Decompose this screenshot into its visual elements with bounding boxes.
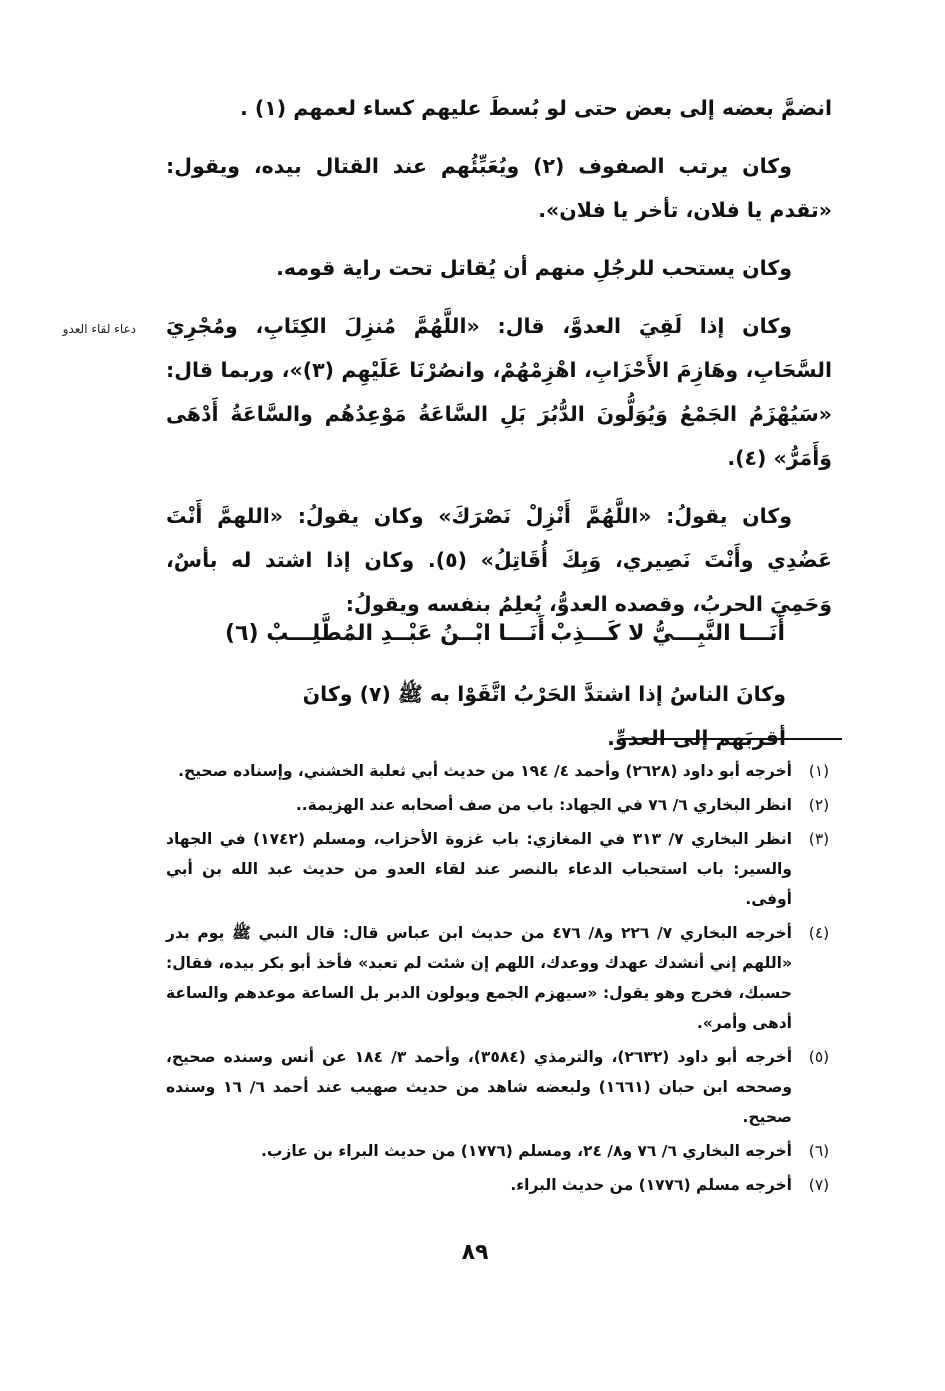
footnote (166, 790, 846, 820)
footnote (166, 1170, 846, 1200)
footnote-number: (٤) (808, 924, 830, 942)
footnote-number: (١) (808, 762, 830, 780)
page-number: ٨٩ (461, 1240, 489, 1265)
footnote (166, 756, 846, 786)
footnote-text: أخرجه أبو داود (٢٦٣٢)، والترمذي (٣٥٨٤)، وأحمد ٣/ ١٨٤ عن أنس وسنده صحيح، وصححه ابن حبان (١٦٦١) ولبعضه شاهد من حديث صهيب عند أحمد ٦/ ١٦ وسنده صحيح. (166, 1048, 793, 1126)
paragraph-3: وكان يستحب للرجُلِ منهم أن يُقاتل تحت راية قومه. (276, 256, 792, 280)
footnote-text: أخرجه أبو داود (٢٦٢٨) وأحمد ٤/ ١٩٤ من حديث أبي ثعلبة الخشني، وإسناده صحيح. (178, 762, 792, 780)
poem-hemistich-second: أَنَـــا ابْــنُ عَبْــدِ المُطَّلِـــبْ (٦) (225, 621, 546, 646)
footnote-number: (٥) (808, 1048, 830, 1066)
paragraph-2: وكان يرتب الصفوف (٢) ويُعَبِّئُهم عند القتال بيده، ويقول: «تقدم يا فلان، تأخر يا فلان». (166, 154, 832, 222)
footnote (166, 824, 846, 914)
footnote (166, 1136, 846, 1166)
footnote-divider (620, 738, 842, 740)
footnote-text: انظر البخاري ٧/ ٣١٣ في المغازي: باب غزوة الأحزاب، ومسلم (١٧٤٢) في الجهاد والسير: باب استحباب الدعاء بالنصر عند لقاء العدو من حديث عبد الله بن أبي أوفى. (166, 830, 792, 908)
footnote-number: (٧) (808, 1176, 830, 1194)
paragraph-5: وكان يقولُ: «اللَّهُمَّ أَنْزِلْ نَصْرَكَ» وكان يقولُ: «اللهمَّ أَنْتَ عَضُدِي وأَنْتَ نَصِيري، وَبِكَ أُقَاتِلُ» (٥). وكان إذا اشتد له بأسٌ، وَحَمِيَ الحربُ، وقصده العدوُّ، يُعلِمُ بنفسه ويقولُ: (166, 504, 832, 616)
footnote (166, 918, 846, 1038)
footnote (166, 1042, 846, 1132)
footnote-number: (٦) (808, 1142, 830, 1160)
paragraph-4: وكان إذا لَقِيَ العدوَّ، قال: «اللَّهُمَّ مُنزِلَ الكِتَابِ، ومُجْرِيَ السَّحَابِ، وهَازِمَ الأَحْزَابِ، اهْزِمْهُمْ، وانصُرْنَا عَلَيْهِم (٣)»، وربما قال: «سَيُهْزَمُ الجَمْعُ وَيُوَلُّونَ الدُّبُرَ بَلِ السَّاعَةُ مَوْعِدُهُم والسَّاعَةُ أَدْهَى وَأَمَرُّ» (٤). (166, 314, 833, 470)
footnote-number: (٣) (808, 830, 830, 848)
footnote-text: أخرجه البخاري ٦/ ٧٦ و٨/ ٢٤، ومسلم (١٧٧٦) من حديث البراء بن عازب. (261, 1142, 792, 1160)
footnote-text: أخرجه البخاري ٧/ ٢٢٦ و٨/ ٤٧٦ من حديث ابن عباس قال: قال النبي ﷺ يوم بدر «اللهم إني أنشدك عهدك ووعدك، اللهم إن شئت لم تعبد» فأخذ أبو بكر بيده، فقال: حسبك، فخرج وهو يقول: «سيهزم الجمع ويولون الدبر بل الساعة موعدهم والساعة أدهى وأمر». (166, 924, 792, 1032)
footnote-text: انظر البخاري ٦/ ٧٦ في الجهاد: باب من صف أصحابه عند الهزيمة.. (295, 796, 792, 814)
paragraph-1: انضمَّ بعضه إلى بعض حتى لو بُسطَ عليهم كساء لعمهم (١) . (239, 96, 832, 120)
footnotes (166, 756, 846, 1204)
poem-hemistich-first: أَنَـــا النَّبِـــيُّ لا كَـــذِبْ (550, 621, 785, 646)
closing-line: وكانَ الناسُ إذا اشتدَّ الحَرْبُ اتَّقَوْا به ﷺ (٧) وكانَ أقربَهم إلى العدوِّ. (302, 682, 786, 750)
poem-verse (225, 612, 785, 656)
footnote-text: أخرجه مسلم (١٧٧٦) من حديث البراء. (510, 1176, 792, 1194)
footnote-number: (٢) (808, 796, 830, 814)
main-text (166, 86, 832, 640)
margin-note: دعاء لقاء العدو (62, 322, 136, 336)
